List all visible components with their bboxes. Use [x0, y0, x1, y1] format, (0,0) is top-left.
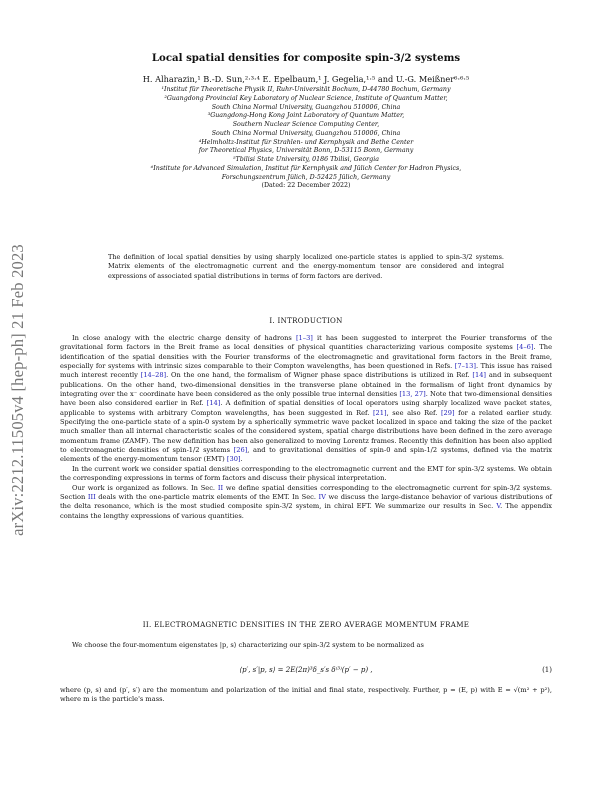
- section-link[interactable]: II: [217, 483, 224, 492]
- author-list: H. Alharazin,¹ B.-D. Sun,²·³·⁴ E. Epelbaum,¹ J. Gegelia,¹·⁵ and U.-G. Meißner⁶·⁶·⁵: [142, 74, 470, 84]
- affiliation: ²Guangdong Provincial Key Laboratory of Nuclear Science, Institute of Quantum Matter,: [164, 94, 448, 102]
- citation-link[interactable]: [14–28]: [140, 371, 167, 380]
- affiliation-list: [80, 86, 532, 191]
- section2-paragraph: [60, 641, 552, 650]
- equation: ⟨p′, s′|p, s⟩ = 2E(2π)³δ_s′s δ⁽³⁾(p′ − p) ,: [239, 666, 373, 674]
- citation-link[interactable]: [26]: [233, 446, 248, 455]
- affiliation: ⁶Institute for Advanced Simulation, Institut für Kernphysik and Jülich Center for Hadron Physics,: [150, 164, 462, 172]
- abstract: The definition of local spatial densities by using sharply localized one-particle states is applied to spin-3/2 systems. Matrix elements of the electromagnetic current and the energy-momentum tensor are considered and integral expressions of associated spatial distributions in terms of form factors are derived.: [108, 253, 504, 280]
- affiliation: ⁴Helmholtz-Institut für Strahlen- und Kernphysik and Bethe Center: [198, 138, 414, 146]
- date-line: (Dated: 22 December 2022): [261, 182, 351, 190]
- affiliation: Southern Nuclear Science Computing Center,: [232, 121, 380, 128]
- section-heading-electromagnetic-densities: II. ELECTROMAGNETIC DENSITIES IN THE ZERO AVERAGE MOMENTUM FRAME: [142, 620, 470, 629]
- paragraph: In close analogy with the electric charge density of hadrons [1–3] it has been suggested to interpret the Fourier transforms of the gravitational form factors in the Breit frame as local densities of physical quantities characterizing various composite systems [4–6]. The identification of the spatial densities with the Fourier transforms of the electromagnetic and gravitational form factors in the Breit frame, especially for systems with intrinsic sizes comparable to their Compton wavelengths, has been questioned in Refs. [7–13]. This issue has raised much interest recently [14–28]. On the one hand, the formalism of Wigner phase space distributions is utilized in Ref. [14] and in subsequent publications. On the other hand, two-dimensional densities in the transverse plane obtained in the formalism of light front dynamics by integrating over the x⁻ coordinate have been considered as the only possible true internal densities [13, 27]. Note that two-dimensional densities have been also considered earlier in Ref. [14]. A definition of spatial densities of local operators using sharply localized wave packet states, applicable to systems with arbitrary Compton wavelengths, has been suggested in Ref. [21], see also Ref. [29] for a related earlier study. Specifying the one-particle state of a spin-0 system by a spherically symmetric wave packet localized in space and taking the size of the packet much smaller than all internal characteristic scales of the considered system, spatial charge distributions have been defined in the zero average momentum frame (ZAMF). The new definition has been also generalized to moving Lorentz frames. Recently this definition has been also applied to electromagnetic densities of spin-1/2 systems [26], and to gravitational densities of spin-0 and spin-1/2 systems, defined via the matrix elements of the energy-momentum tensor (EMT) [30].: [60, 334, 553, 464]
- affiliation: ⁵Tbilisi State University, 0186 Tbilisi, Georgia: [233, 156, 379, 163]
- citation-link[interactable]: [14]: [472, 371, 487, 380]
- section2-paragraph: [60, 686, 552, 705]
- paragraph: Our work is organized as follows. In Sec. II we define spatial densities corresponding to the electromagnetic current for spin-3/2 systems. Section III deals with the one-particle matrix elements of the EMT. In Sec. IV we discuss the large-distance behavior of various distributions of the delta resonance, which is the most studied composite spin-3/2 system, in chiral EFT. We summarize our results in Sec. V. The appendix contains the lengthy expressions of various quantities.: [60, 483, 553, 520]
- citation-link[interactable]: [7–13]: [454, 362, 476, 371]
- paragraph: In the current work we consider spatial densities corresponding to the electromagnetic current and the EMT for spin-3/2 systems. We obtain the corresponding expressions in terms of form factors and discuss their physical interpretation.: [60, 464, 552, 483]
- section-link[interactable]: III: [87, 492, 96, 501]
- citation-link[interactable]: [29]: [440, 408, 455, 417]
- citation-link[interactable]: [14]: [206, 399, 221, 408]
- affiliation: ³Guangdong-Hong Kong Joint Laboratory of Quantum Matter,: [207, 112, 405, 120]
- equation-number: (1): [542, 666, 552, 674]
- citation-link[interactable]: [21]: [372, 408, 387, 417]
- affiliation: ¹Institut für Theoretische Physik II, Ruhr-Universität Bochum, D-44780 Bochum, Germany: [161, 86, 451, 93]
- citation-link[interactable]: [1–3]: [295, 334, 313, 342]
- section-heading-introduction: I. INTRODUCTION: [269, 316, 343, 325]
- paragraph: where (p, s) and (p′, s′) are the momentum and polarization of the initial and final state, respectively. Further, p = (E, p) with E = √(m² + p²), where m is the particle's mass.: [60, 686, 552, 704]
- arxiv-stamp: [2, 200, 34, 580]
- affiliation: South China Normal University, Guangzhou 510006, China: [211, 103, 401, 111]
- affiliation: South China Normal University, Guangzhou 510006, China: [211, 129, 401, 137]
- citation-link[interactable]: [30]: [226, 455, 241, 464]
- introduction-body: [60, 334, 552, 521]
- citation-link[interactable]: [4–6]: [516, 343, 534, 352]
- citation-link[interactable]: [13, 27]: [399, 390, 426, 399]
- affiliation: Forschungszentrum Jülich, D-52425 Jülich, Germany: [221, 173, 391, 181]
- arxiv-stamp-text: arXiv:2212.11505v4 [hep-ph] 21 Feb 2023: [8, 244, 27, 536]
- paragraph: We choose the four-momentum eigenstates |p, s⟩ characterizing our spin-3/2 system to be normalized as: [72, 641, 424, 649]
- paper-title: Local spatial densities for composite spin-3/2 systems: [151, 52, 461, 64]
- section-link[interactable]: V: [496, 502, 501, 511]
- affiliation: for Theoretical Physics, Universität Bonn, D-53115 Bonn, Germany: [198, 147, 414, 155]
- section-link[interactable]: IV: [318, 492, 326, 501]
